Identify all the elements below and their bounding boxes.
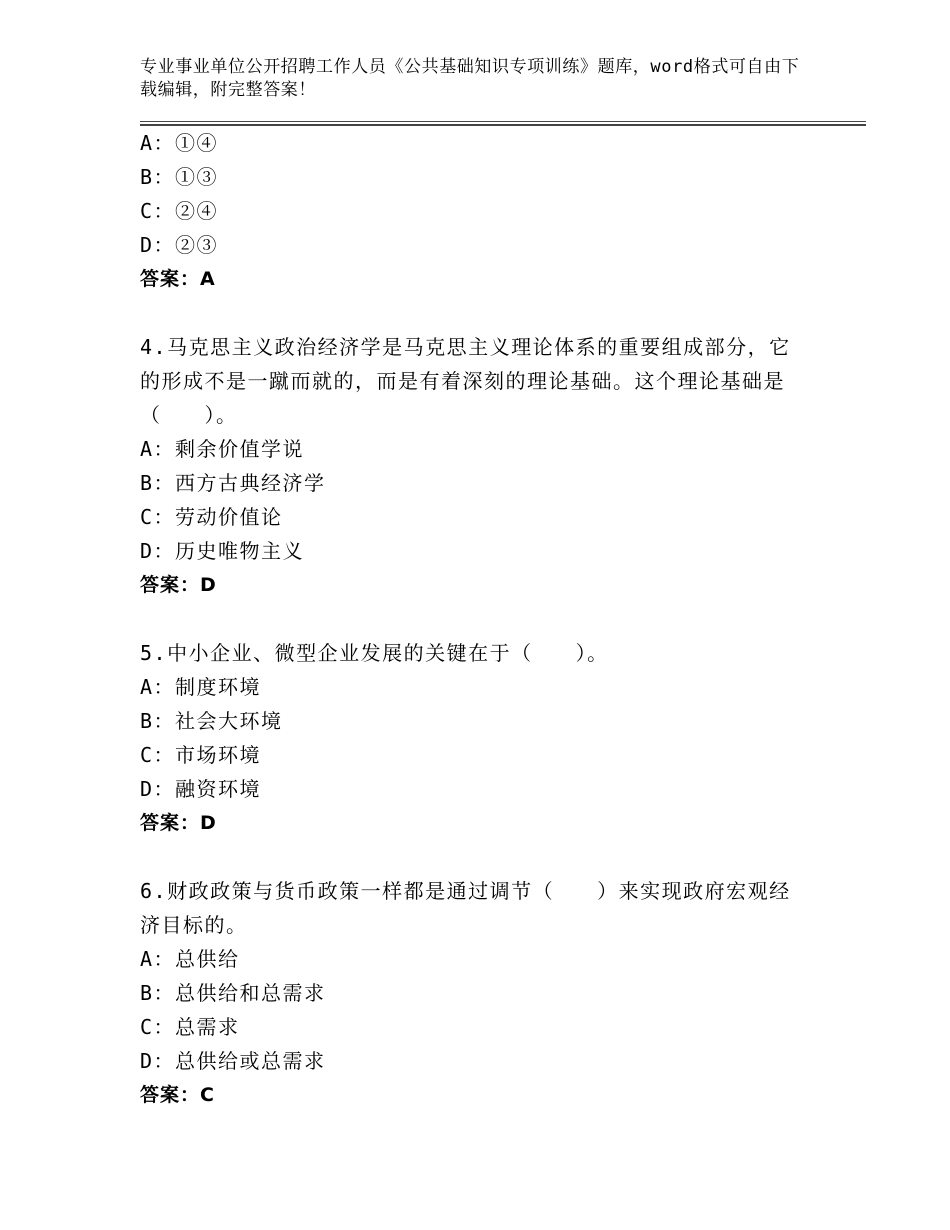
- answer: 答案：C: [140, 1084, 215, 1106]
- option-d: D：②③: [140, 233, 219, 257]
- option-a: A：剩余价值学说: [140, 437, 305, 461]
- question-text: 的形成不是一蹴而就的，而是有着深刻的理论基础。这个理论基础是: [140, 369, 785, 393]
- option-a: A：总供给: [140, 947, 240, 971]
- option-c: C：总需求: [140, 1015, 240, 1039]
- question-text: 济目标的。: [140, 913, 248, 937]
- option-c: C：劳动价值论: [140, 505, 283, 529]
- question-text: 4.马克思主义政治经济学是马克思主义理论体系的重要组成部分，它: [140, 335, 791, 359]
- option-b: B：①③: [140, 165, 219, 189]
- question-6: [140, 874, 820, 1112]
- question-4: [140, 330, 820, 602]
- option-a: A：①④: [140, 131, 219, 155]
- question-text: 6.财政政策与货币政策一样都是通过调节（ ）来实现政府宏观经: [140, 879, 791, 903]
- option-d: D：总供给或总需求: [140, 1049, 326, 1073]
- option-b: B：社会大环境: [140, 709, 283, 733]
- option-d: D：历史唯物主义: [140, 539, 305, 563]
- document-header: [140, 56, 800, 102]
- option-d: D：融资环境: [140, 777, 262, 801]
- header-divider: [140, 121, 866, 122]
- option-c: C：②④: [140, 199, 219, 223]
- question-text: （ ）。: [140, 403, 238, 427]
- header-title: 专业事业单位公开招聘工作人员《公共基础知识专项训练》题库，word格式可自由下载编辑，附完整答案！: [140, 57, 800, 100]
- option-a: A：制度环境: [140, 675, 262, 699]
- answer: 答案：A: [140, 268, 216, 290]
- option-b: B：总供给和总需求: [140, 981, 326, 1005]
- question-list: [140, 126, 820, 1112]
- question-5: [140, 636, 820, 840]
- answer: 答案：D: [140, 812, 217, 834]
- option-c: C：市场环境: [140, 743, 262, 767]
- option-b: B：西方古典经济学: [140, 471, 326, 495]
- answer: 答案：D: [140, 574, 217, 596]
- question-text: 5.中小企业、微型企业发展的关键在于（ ）。: [140, 641, 609, 665]
- question-3: [140, 126, 820, 296]
